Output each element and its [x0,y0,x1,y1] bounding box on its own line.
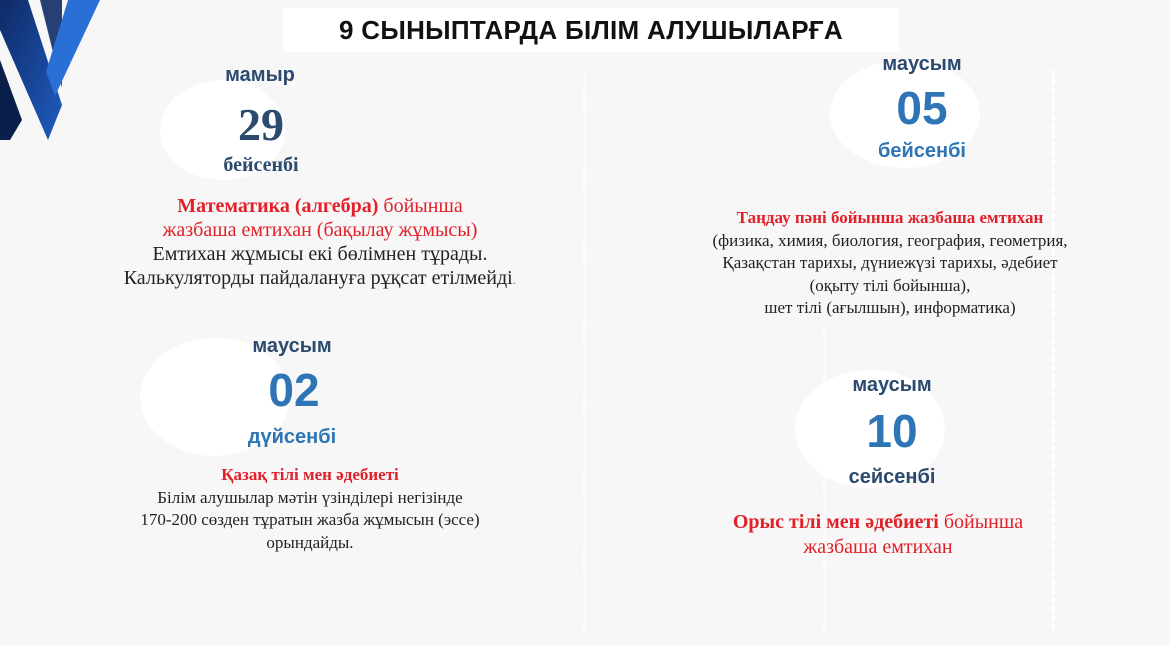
exam2-month: маусым [882,53,962,75]
exam3-description [60,464,560,554]
exam3-month: маусым [252,335,332,357]
exam1-line4-end: . [512,273,517,288]
exam1-description [40,194,600,293]
exam4-month: маусым [852,374,932,396]
title-banner [283,8,899,52]
exam1-line4: Калькуляторды пайдалануға рұқсат етілмейді [123,267,513,289]
exam2-day-number: 05 [896,82,948,134]
exam1-day-number: 29 [238,99,284,150]
exam4-subject: Орыс тілі мен әдебиеті [732,511,939,533]
slide-title: 9 СЫНЫПТАРДА БІЛІМ АЛУШЫЛАРҒА [338,14,843,45]
exam1-line4-wrap [40,266,600,293]
exam1-subject-suffix: бойынша [378,195,463,217]
exam1-month: мамыр [225,64,295,86]
exam2-subject: Таңдау пәні бойынша жазбаша емтихан [736,208,1044,227]
exam1-subject-line [40,194,600,218]
exam3-line3: 170-200 сөзден тұратын жазба жұмысын (эссе) [140,510,480,529]
exam3-subject: Қазақ тілі мен әдебиеті [221,465,399,484]
exam2-description [640,207,1140,320]
exam2-line3: Қазақстан тарихы, дүниежүзі тарихы, әдебиет [722,253,1058,272]
exam2-weekday: бейсенбі [877,140,966,162]
exam4-line2: жазбаша емтихан [803,536,953,558]
exam1-line2: жазбаша емтихан (бақылау жұмысы) [162,219,478,241]
exam4-day-number: 10 [866,405,918,457]
exam3-line2: Білім алушылар мәтін үзінділері негізінде [157,487,463,507]
exam4-subject-line [628,510,1128,535]
divider-line [583,70,586,630]
exam2-line4: (оқыту тілі бойынша), [809,275,971,295]
exam4-subject-suffix: бойынша [938,511,1024,533]
logo-icon [0,0,110,140]
exam2-line5: шет тілі (ағылшын), информатика) [764,298,1016,317]
exam1-weekday: бейсенбі [223,154,299,176]
exam2-line2: (физика, химия, биология, география, геометрия, [712,230,1068,250]
exam3-weekday: дүйсенбі [247,426,337,448]
divider-line [823,330,826,630]
exam4-weekday: сейсенбі [848,466,936,488]
exam1-line3: Емтихан жұмысы екі бөлімнен тұрады. [152,243,488,265]
exam1-subject: Математика (алгебра) [177,195,379,217]
exam4-description [628,510,1128,560]
exam3-line4: орындайды. [266,532,354,552]
exam3-day-number: 02 [268,364,320,416]
